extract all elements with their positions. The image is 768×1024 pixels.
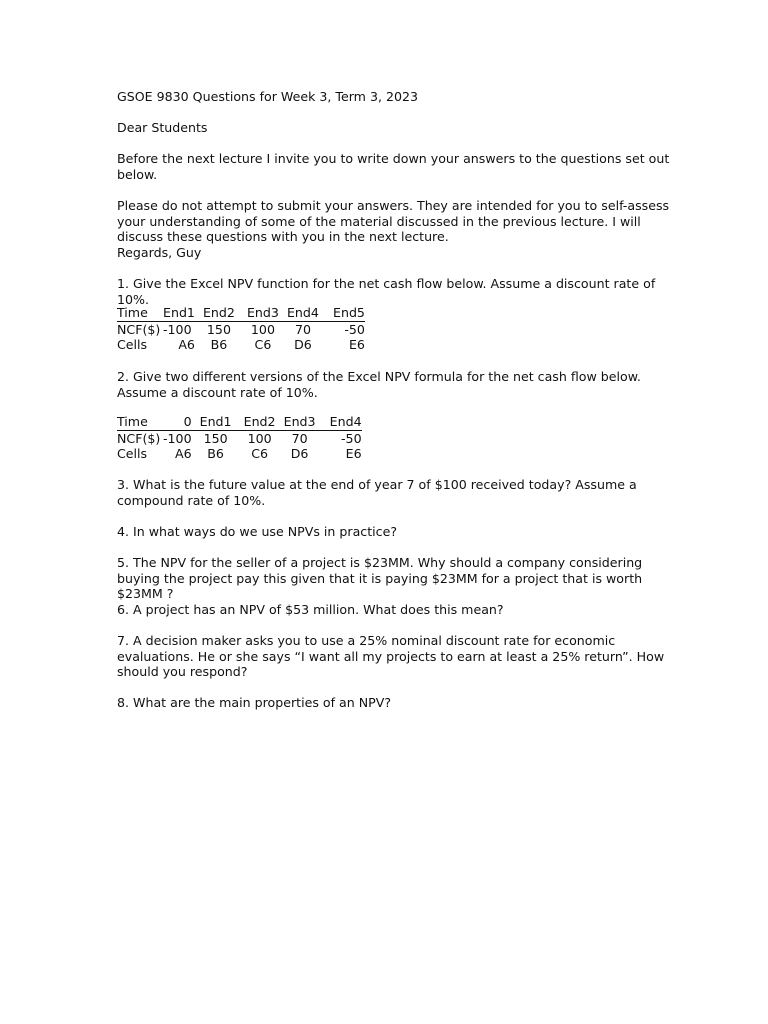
table-row xyxy=(117,430,362,446)
table-header-cell: Time xyxy=(117,414,163,430)
table-header-row xyxy=(117,305,365,321)
table-cell: 70 xyxy=(291,430,308,446)
table-row xyxy=(117,337,365,353)
table-header-cell: Time xyxy=(117,305,163,321)
table-header-cell: End3 xyxy=(243,305,283,321)
table-cell: 100 xyxy=(247,430,272,446)
table-cell: -50 xyxy=(344,321,365,337)
question-3: 3. What is the future value at the end of year 7 of $100 received today? Assume a compound rate of 10%. xyxy=(117,477,637,508)
question-8: 8. What are the main properties of an NPV? xyxy=(117,695,392,710)
signoff: Regards, Guy xyxy=(117,245,202,260)
table-cell: NCF($) xyxy=(117,321,161,337)
table-cell: D6 xyxy=(294,337,312,353)
table-cell: A6 xyxy=(174,446,192,462)
question-6: 6. A project has an NPV of $53 million. What does this mean? xyxy=(117,602,504,617)
table-cell: Cells xyxy=(117,446,148,462)
table-header-cell: End1 xyxy=(163,305,195,320)
table-cell: A6 xyxy=(178,337,195,353)
greeting: Dear Students xyxy=(117,120,208,135)
table-header-cell: End4 xyxy=(283,305,323,321)
table-cell: E6 xyxy=(345,446,362,462)
table-header-cell: 0 xyxy=(163,414,192,430)
table-header-cell: End5 xyxy=(323,305,365,321)
table-cell: NCF($) xyxy=(117,430,161,446)
question-1: 1. Give the Excel NPV function for the net cash flow below. Assume a discount rate of 10%. xyxy=(117,276,656,307)
table-cell: 150 xyxy=(203,430,228,446)
table-cell: Cells xyxy=(117,337,148,353)
table-cell: B6 xyxy=(207,446,224,462)
table-cell: -50 xyxy=(341,430,362,446)
note-paragraph: Please do not attempt to submit your answers. They are intended for you to self-assess your understanding of some of the material discussed in the previous lecture. I will discuss these questions with you in the next lecture. xyxy=(117,198,670,245)
table-header-cell: End1 xyxy=(192,414,240,430)
cash-flow-table-2 xyxy=(117,414,362,462)
table-cell: 70 xyxy=(294,321,311,337)
table-cell: D6 xyxy=(290,446,309,462)
document-title: GSOE 9830 Questions for Week 3, Term 3, 2023 xyxy=(117,89,419,104)
table-header-cell: End4 xyxy=(320,414,362,430)
intro-paragraph: Before the next lecture I invite you to write down your answers to the questions set out below. xyxy=(117,151,670,182)
table-row xyxy=(117,321,365,337)
table-header-cell: End3 xyxy=(280,414,320,430)
table-cell: E6 xyxy=(348,337,365,353)
question-2: 2. Give two different versions of the Excel NPV formula for the net cash flow below. Assume a discount rate of 10%. xyxy=(117,369,641,400)
table-cell: B6 xyxy=(210,337,228,353)
table-cell: -100 xyxy=(163,321,192,337)
table-row xyxy=(117,446,362,462)
table-cell: C6 xyxy=(254,337,272,353)
table-header-row xyxy=(117,414,362,430)
table-cell: -100 xyxy=(163,430,192,446)
table-cell: 100 xyxy=(250,321,275,337)
question-4: 4. In what ways do we use NPVs in practice? xyxy=(117,524,398,539)
question-7: 7. A decision maker asks you to use a 25% nominal discount rate for economic evaluations. He or she says “I want all my projects to earn at least a 25% return”. How should you respond? xyxy=(117,633,665,680)
table-cell: 150 xyxy=(206,321,231,337)
table-header-cell: End2 xyxy=(195,305,243,321)
cash-flow-table-1 xyxy=(117,305,365,353)
question-5: 5. The NPV for the seller of a project is $23MM. Why should a company considering buying the project pay this given that it is paying $23MM for a project that is worth $23MM ? xyxy=(117,555,643,602)
table-header-cell: End2 xyxy=(240,414,280,430)
table-cell: C6 xyxy=(251,446,268,462)
